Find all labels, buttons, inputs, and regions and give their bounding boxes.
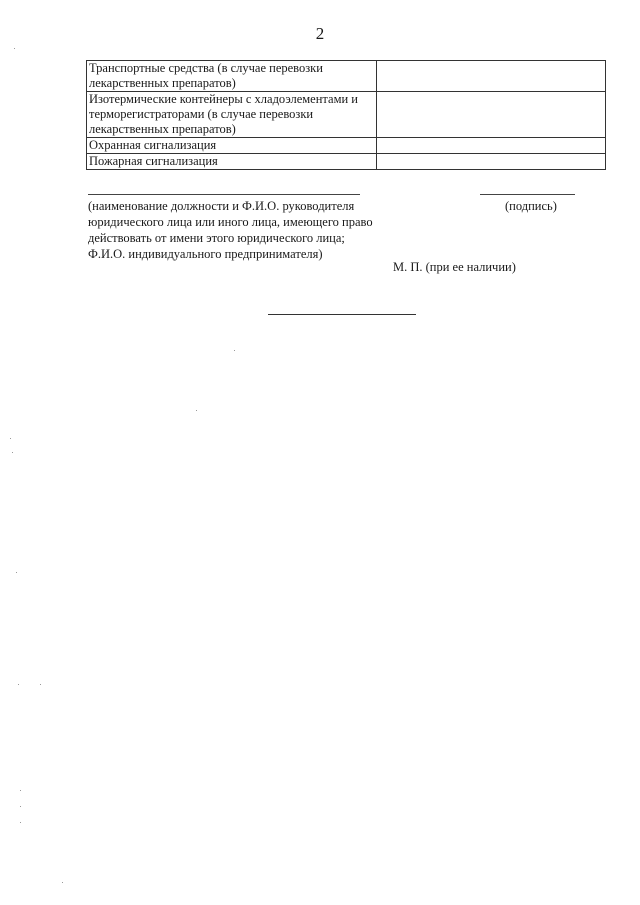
- stamp-label: М. П. (при ее наличии): [393, 260, 516, 274]
- table-row: [87, 61, 606, 92]
- table-cell-value: [377, 138, 606, 154]
- scan-speck: [62, 882, 63, 883]
- table-cell-value: [377, 92, 606, 138]
- scan-speck: [40, 684, 41, 685]
- table-cell-value: [377, 61, 606, 92]
- cell-text-line: Охранная сигнализация: [89, 138, 217, 152]
- signature-label: (подпись): [505, 199, 557, 213]
- cell-text-line: лекарственных препаратов): [89, 122, 236, 136]
- scan-speck: [20, 790, 21, 791]
- scan-speck: [10, 438, 11, 439]
- table-cell-name: [87, 92, 377, 138]
- end-divider: [268, 314, 416, 315]
- table-cell-name: [87, 154, 377, 170]
- table-cell-name: [87, 61, 377, 92]
- caption-line: Ф.И.О. индивидуального предпринимателя): [88, 247, 323, 261]
- cell-text-line: Транспортные средства (в случае перевозки: [89, 61, 323, 75]
- caption-line: (наименование должности и Ф.И.О. руководителя: [88, 199, 355, 213]
- scan-speck: [18, 684, 19, 685]
- cell-text-line: Пожарная сигнализация: [89, 154, 218, 168]
- signature-line: [480, 194, 575, 195]
- signer-caption: [88, 198, 388, 262]
- table-cell-value: [377, 154, 606, 170]
- cell-text-line: терморегистраторами (в случае перевозки: [89, 107, 314, 121]
- scan-speck: [20, 822, 21, 823]
- page-number: 2: [315, 24, 325, 43]
- cell-text-line: Изотермические контейнеры с хладоэлементами и: [89, 92, 358, 106]
- caption-line: действовать от имени этого юридического лица;: [88, 231, 345, 245]
- scan-speck: [20, 806, 21, 807]
- scan-speck: [234, 350, 235, 351]
- table-cell-name: [87, 138, 377, 154]
- cell-text-line: лекарственных препаратов): [89, 76, 236, 90]
- scan-speck: [196, 410, 197, 411]
- equipment-table: [86, 60, 606, 170]
- table-row: [87, 138, 606, 154]
- position-name-line: [88, 194, 360, 195]
- scan-speck: [16, 572, 17, 573]
- scan-speck: [14, 48, 15, 49]
- scan-speck: [12, 452, 13, 453]
- table-row: [87, 92, 606, 138]
- caption-line: юридического лица или иного лица, имеющего право: [88, 215, 373, 229]
- table-row: [87, 154, 606, 170]
